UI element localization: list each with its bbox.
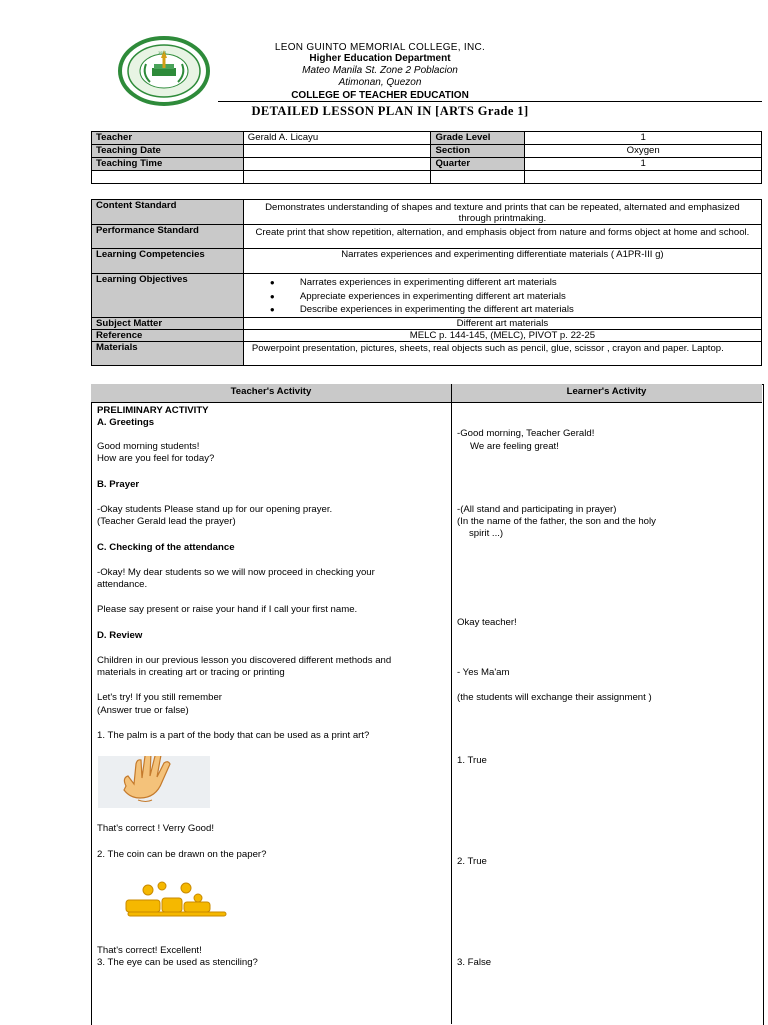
quarter-label: Quarter <box>431 158 525 171</box>
question-1: 1. The palm is a part of the body that can be used as a print art? <box>97 730 370 741</box>
question-3: 3. The eye can be used as stenciling? <box>97 957 258 968</box>
document-title: DETAILED LESSON PLAN IN [ARTS Grade 1] <box>251 104 529 118</box>
teacher-line: Let's try! If you still remember <box>97 692 222 703</box>
teacher-response: That's correct ! Verry Good! <box>97 823 214 834</box>
materials-label: Materials <box>92 341 244 365</box>
performance-standard-value: Create print that show repetition, alternation, and emphasis object from nature and forms object at home and school. <box>243 225 761 249</box>
teacher-line: How are you feel for today? <box>97 453 215 464</box>
competencies-label: Learning Competencies <box>92 249 244 274</box>
college-logo <box>118 36 210 106</box>
greetings-heading: A. Greetings <box>97 417 155 428</box>
learner-line: Okay teacher! <box>457 617 517 628</box>
header-rule <box>218 101 762 102</box>
learner-line: (the students will exchange their assignment ) <box>457 692 652 703</box>
teacher-line: (Teacher Gerald lead the prayer) <box>97 516 236 527</box>
teacher-line: (Answer true or false) <box>97 705 189 716</box>
date-value <box>243 145 431 158</box>
grade-label: Grade Level <box>431 132 525 145</box>
learner-line: spirit ...) <box>469 528 504 539</box>
learner-line: - Yes Ma'am <box>457 667 510 678</box>
address-line-2: Atimonan, Quezon <box>338 77 422 88</box>
logo-year: 1971 <box>158 50 167 55</box>
materials-value: Powerpoint presentation, pictures, sheets, real objects such as pencil, glue, scissor , crayon and paper. Laptop. <box>243 341 761 365</box>
date-label: Teaching Date <box>92 145 244 158</box>
college-name: LEON GUINTO MEMORIAL COLLEGE, INC. <box>274 42 486 53</box>
question-2: 2. The coin can be drawn on the paper? <box>97 849 267 860</box>
teacher-line: Good morning students! <box>97 441 200 452</box>
objective-item: ● Narrates experiences in experimenting different art materials <box>288 276 757 290</box>
learner-line: (In the name of the father, the son and the holy <box>457 516 656 527</box>
teacher-value: Gerald A. Licayu <box>243 132 431 145</box>
hand-image <box>98 756 210 808</box>
teacher-line: attendance. <box>97 579 148 590</box>
content-standard-value: Demonstrates understanding of shapes and texture and prints that can be repeated, alternated and emphasized through printmaking. <box>243 200 761 225</box>
teacher-response: That's correct! Excellent! <box>97 945 202 956</box>
objectives-label: Learning Objectives <box>92 274 244 318</box>
empty-cell <box>525 171 762 184</box>
teacher-activity-header: Teacher's Activity <box>230 386 312 397</box>
grade-value: 1 <box>525 132 762 145</box>
answer-2: 2. True <box>457 856 487 867</box>
attendance-heading: C. Checking of the attendance <box>97 542 235 553</box>
teacher-line: Please say present or raise your hand if I call your first name. <box>97 604 358 615</box>
section-value: Oxygen <box>525 145 762 158</box>
quarter-value: 1 <box>525 158 762 171</box>
coins-image <box>118 880 238 930</box>
reference-label: Reference <box>92 329 244 341</box>
subject-value: Different art materials <box>243 317 761 329</box>
teacher-line: materials in creating art or tracing or printing <box>97 667 285 678</box>
review-heading: D. Review <box>97 630 143 641</box>
objective-item: ● Appreciate experiences in experimenting different art materials <box>288 290 757 304</box>
time-label: Teaching Time <box>92 158 244 171</box>
empty-cell <box>431 171 525 184</box>
reference-value: MELC p. 144-145, (MELC), PIVOT p. 22-25 <box>243 329 761 341</box>
prayer-heading: B. Prayer <box>97 479 140 490</box>
objectives-list <box>243 274 761 318</box>
learner-line: -(All stand and participating in prayer) <box>457 504 617 515</box>
content-standard-label: Content Standard <box>92 200 244 225</box>
teacher-line: -Okay! My dear students so we will now proceed in checking your <box>97 567 375 578</box>
empty-cell <box>92 171 244 184</box>
department-name: Higher Education Department <box>309 53 451 64</box>
standards-table <box>91 199 762 366</box>
learner-line: -Good morning, Teacher Gerald! <box>457 428 595 439</box>
empty-cell <box>243 171 431 184</box>
teacher-info-table <box>91 131 762 184</box>
teacher-label: Teacher <box>92 132 244 145</box>
learner-line: We are feeling great! <box>470 441 559 452</box>
teacher-line: -Okay students Please stand up for our opening prayer. <box>97 504 333 515</box>
subject-label: Subject Matter <box>92 317 244 329</box>
competencies-value: Narrates experiences and experimenting differentiate materials ( A1PR-III g) <box>243 249 761 274</box>
section-label: Section <box>431 145 525 158</box>
answer-1: 1. True <box>457 755 487 766</box>
school-name: COLLEGE OF TEACHER EDUCATION <box>291 90 469 101</box>
address-line-1: Mateo Manila St. Zone 2 Poblacion <box>302 65 458 76</box>
answer-3: 3. False <box>457 957 492 968</box>
teacher-line: Children in our previous lesson you discovered different methods and <box>97 655 392 666</box>
activities-column-divider <box>451 384 452 1024</box>
learner-activity-header: Learner's Activity <box>566 386 647 397</box>
objective-item: ● Describe experiences in experimenting the different art materials <box>288 303 757 317</box>
time-value <box>243 158 431 171</box>
preliminary-heading: PRELIMINARY ACTIVITY <box>97 405 209 416</box>
performance-standard-label: Performance Standard <box>92 225 244 249</box>
